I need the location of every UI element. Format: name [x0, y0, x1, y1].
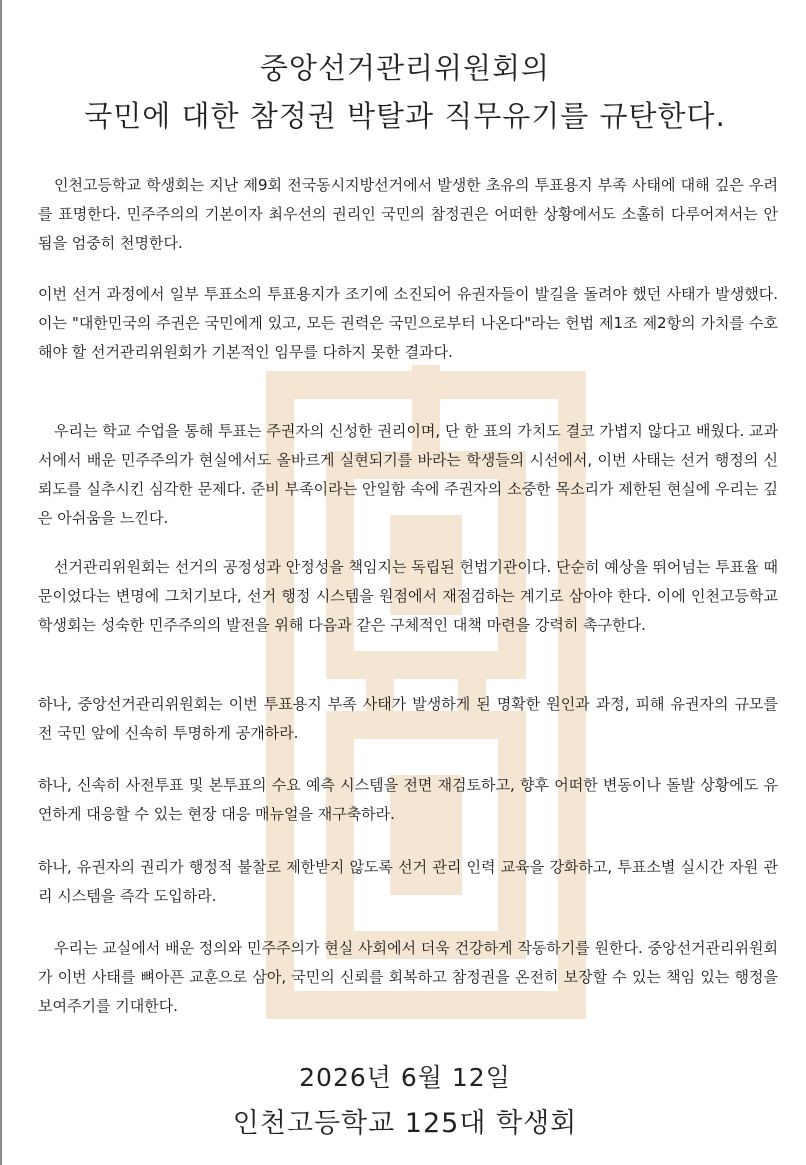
paragraph-closing: 우리는 교실에서 배운 정의와 민주주의가 현실 사회에서 더욱 건강하게 작동하기를 원한다. 중앙선거관리위원회가 이번 사태를 뼈아픈 교훈으로 삼아, 국민의 신뢰를 회복하고 참정권을 온전히 보장할 수 있는 책임 있는 행정을 보여주기를 기대한다.	[38, 939, 778, 1015]
paragraph-3: 우리는 학교 수업을 통해 투표는 주권자의 신성한 권리이며, 단 한 표의 가치도 결코 가볍지 않다고 배웠다. 교과서에서 배운 민주주의가 현실에서도 올바르게 실현되기를 바라는 학생들의 시선에서, 이번 사태는 선거 행정의 신뢰도를 실추시킨 심각한 문제다. 준비 부족이라는 안일함 속에 주권자의 소중한 목소리가 제한된 현실에 우리는 깊은 아쉬움을 느낀다.	[38, 422, 778, 527]
title-line-1: 중앙선거관리위원회의	[259, 51, 551, 85]
paragraph-4: 선거관리위원회는 선거의 공정성과 안정성을 책임지는 독립된 헌법기관이다. 단순히 예상을 뛰어넘는 투표율 때문이었다는 변명에 그치기보다, 선거 행정 시스템을 원점에서 재점검하는 계기로 삼아야 한다. 이에 인천고등학교 학생회는 성숙한 민주주의의 발전을 위해 다음과 같은 구체적인 대책 마련을 강력히 촉구한다.	[38, 558, 778, 634]
demand-3: 하나, 유권자의 권리가 행정적 불찰로 제한받지 않도록 선거 관리 인력 교육을 강화하고, 투표소별 실시간 자원 관리 시스템을 즉각 도입하라.	[38, 858, 778, 905]
demand-2: 하나, 신속히 사전투표 및 본투표의 수요 예측 시스템을 전면 재검토하고, 향후 어떠한 변동이나 돌발 상황에도 유연하게 대응할 수 있는 현장 대응 매뉴얼을 재구축하라.	[38, 776, 778, 823]
demand-1: 하나, 중앙선거관리위원회는 이번 투표용지 부족 사태가 발생하게 된 명확한 원인과 과정, 피해 유권자의 규모를 전 국민 앞에 신속히 투명하게 공개하라.	[38, 695, 778, 742]
paragraph-1: 인천고등학교 학생회는 지난 제9회 전국동시지방선거에서 발생한 초유의 투표용지 부족 사태에 대해 깊은 우려를 표명한다. 민주주의의 기본이자 최우선의 권리인 국민의 참정권은 어떠한 상황에서도 소홀히 다루어져서는 안 됨을 엄중히 천명한다.	[38, 176, 778, 252]
signature: 인천고등학교 125대 학생회	[232, 1108, 578, 1139]
statement-date: 2026년 6월 12일	[299, 1063, 511, 1092]
paragraph-2: 이번 선거 과정에서 일부 투표소의 투표용지가 조기에 소진되어 유권자들이 발길을 돌려야 했던 사태가 발생했다. 이는 "대한민국의 주권은 국민에게 있고, 모든 권력은 국민으로부터 나온다"라는 헌법 제1조 제2항의 가치를 수호해야 할 선거관리위원회가 기본적인 임무를 다하지 못한 결과다.	[38, 285, 778, 361]
title-line-2: 국민에 대한 참정권 박탈과 직무유기를 규탄한다.	[84, 99, 726, 133]
